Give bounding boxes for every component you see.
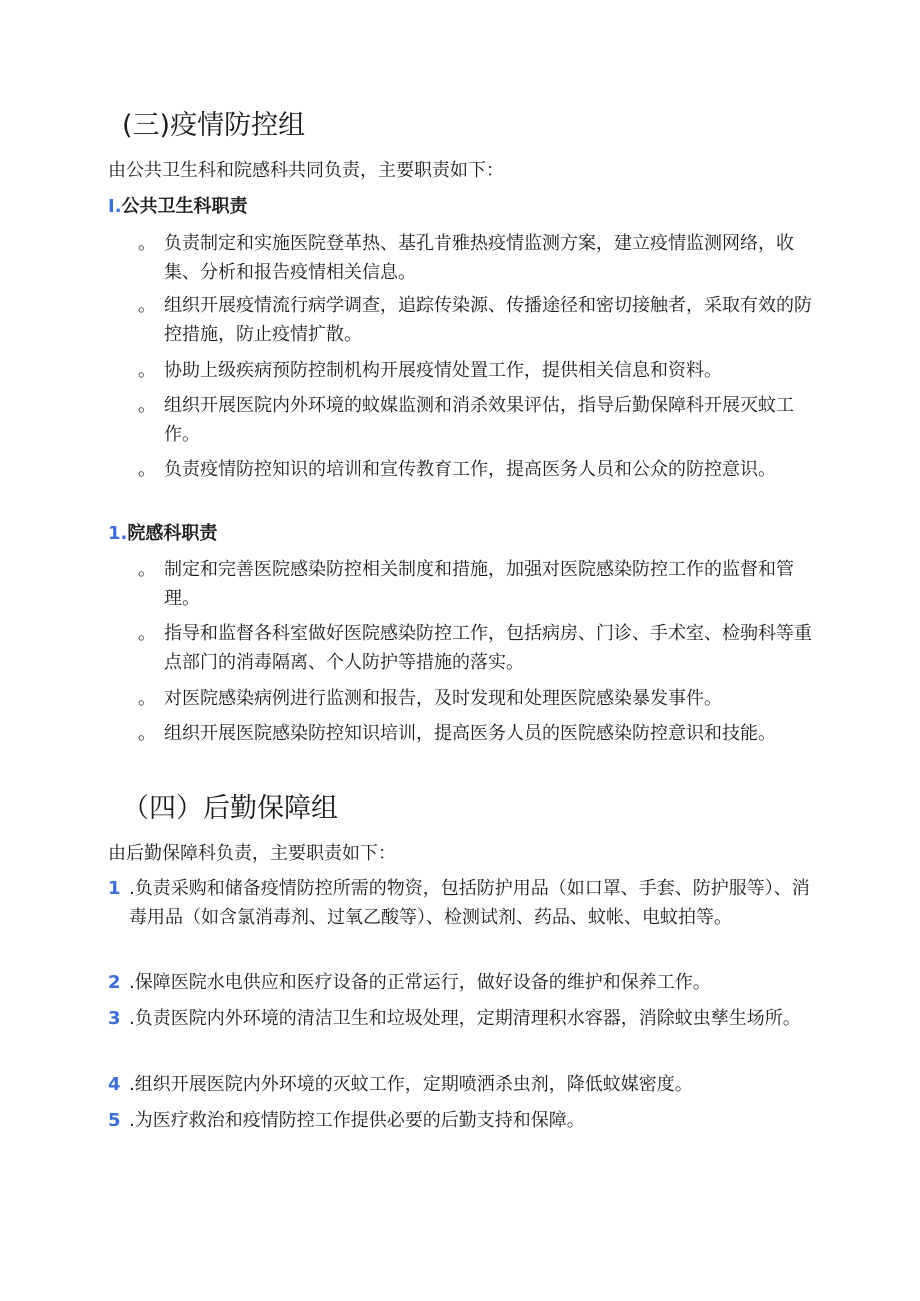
list-item: 。 组织开展医院感染防控知识培训，提高医务人员的医院感染防控意识和技能。 [138,719,828,748]
bullet-mark: 。 [138,688,156,709]
list-item: 。 制定和完善医院感染防控相关制度和措施，加强对医院感染防控工作的监督和管理。 [138,555,828,613]
bullet-mark: 。 [138,723,156,744]
list-item: 。 组织开展医院内外环境的蚊媒监测和消杀效果评估，指导后勤保障科开展灭蚊工作。 [138,391,828,449]
list-item: 。 组织开展疫情流行病学调查，追踪传染源、传播途径和密切接触者，采取有效的防控措施，防止疫情扩散。 [138,291,828,349]
item-number: 5 [108,1110,121,1131]
bullet-mark: 。 [138,559,156,580]
bullet-mark: 。 [138,360,156,381]
section3-title: (三)疫情防控组 [122,110,306,141]
list-item: 。 对医院感染病例进行监测和报告，及时发现和处理医院感染暴发事件。 [138,684,828,713]
list-item: 。 负责制定和实施医院登革热、基孔肯雅热疫情监测方案，建立疫情监测网络，收集、分析和报告疫情相关信息。 [138,229,828,287]
list-item: 4 .组织开展医院内外环境的灭蚊工作，定期喷洒杀虫剂，降低蚊媒密度。 [108,1070,823,1099]
bullet-mark: 。 [138,623,156,644]
bullet-mark: 。 [138,395,156,416]
list-item: 5 .为医疗救治和疫情防控工作提供必要的后勤支持和保障。 [108,1106,823,1135]
item-number: 1 [108,878,121,899]
bullet-mark: 。 [138,295,156,316]
list-item: 3 .负责医院内外环境的清洁卫生和垃圾处理，定期清理积水容器，消除蚊虫孳生场所。 [108,1004,823,1033]
section4-title: （四）后勤保障组 [122,793,338,824]
item-number: 2 [108,972,121,993]
list-item: 。 指导和监督各科室做好医院感染防控工作，包括病房、门诊、手术室、检驹科等重点部门的消毒隔离、个人防护等措施的落实。 [138,619,828,677]
subsection2-heading [108,522,217,546]
item-number: 3 [108,1008,121,1029]
subsection2-number: 1. [108,523,128,544]
item-number: 4 [108,1074,121,1095]
section3-intro: 由公共卫生科和院感科共同负责，主要职责如下： [108,160,504,181]
subsection1-title: 公共卫生科职责 [121,196,248,217]
subsection1-number: I. [108,196,122,217]
subsection2-title: 院感科职责 [127,523,218,544]
list-item: 1 .负责采购和储备疫情防控所需的物资，包括防护用品（如口罩、手套、防护服等）、消毒用品（如含氯消毒剂、过氧乙酸等）、检测试剂、药品、蚊帐、电蚊拍等。 [108,874,823,932]
bullet-mark: 。 [138,459,156,480]
list-item: 。 协助上级疾病预防控制机构开展疫情处置工作，提供相关信息和资料。 [138,356,828,385]
bullet-mark: 。 [138,233,156,254]
list-item: 。 负责疫情防控知识的培训和宣传教育工作，提高医务人员和公众的防控意识。 [138,455,828,484]
section4-intro: 由后勤保障科负责，主要职责如下： [108,843,396,864]
list-item: 2 .保障医院水电供应和医疗设备的正常运行，做好设备的维护和保养工作。 [108,968,823,997]
subsection1-heading [108,195,248,219]
